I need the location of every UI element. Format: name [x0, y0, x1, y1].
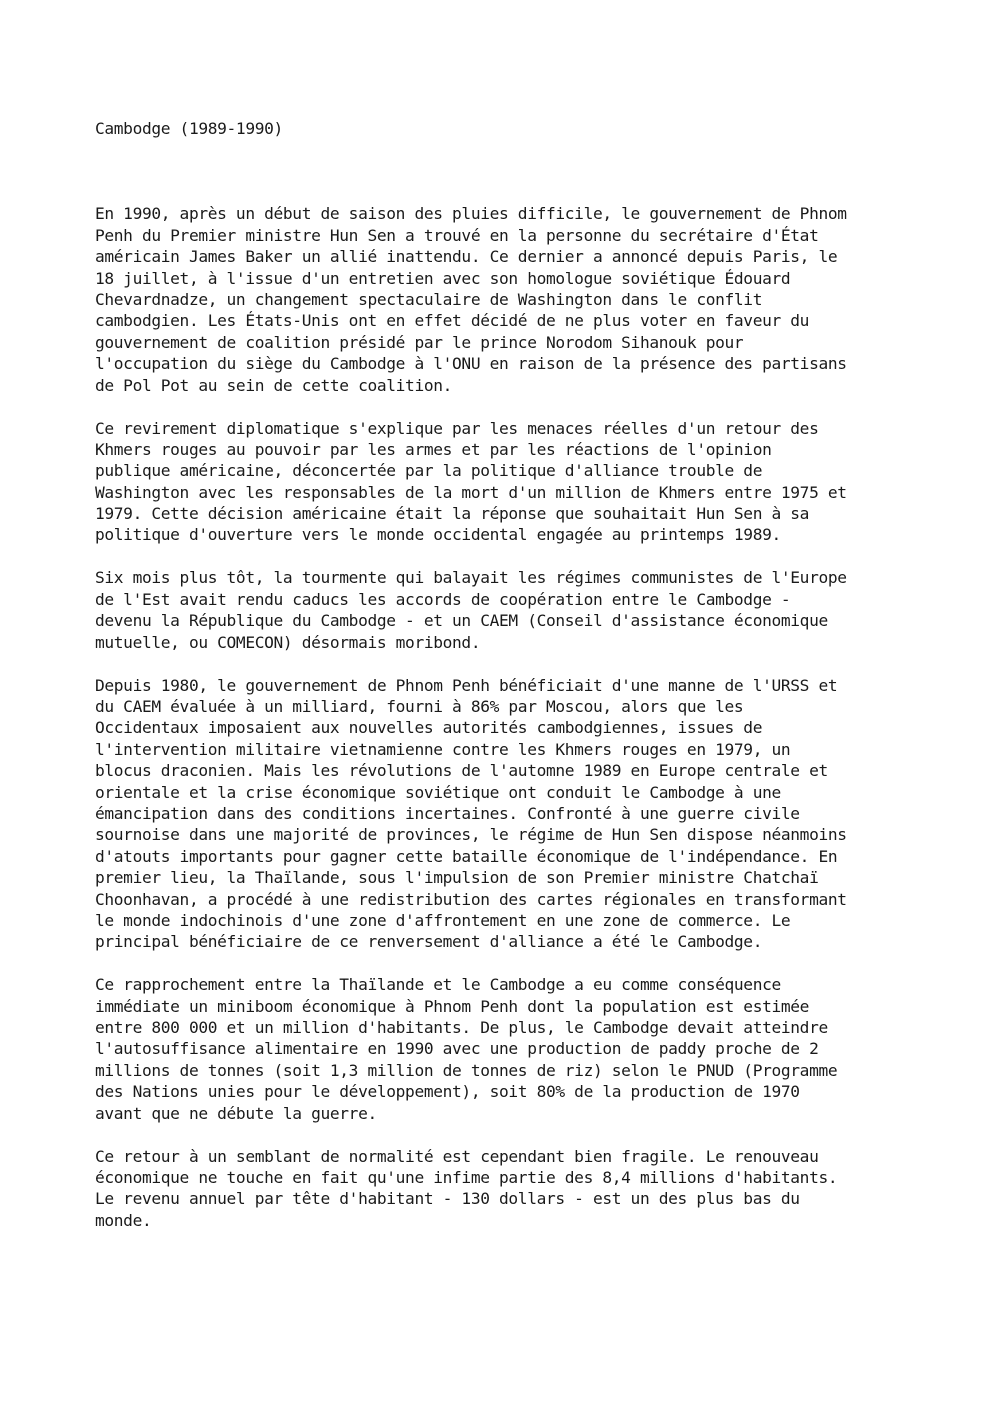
paragraph-line: Occidentaux imposaient aux nouvelles autorités cambodgiennes, issues de [95, 718, 763, 738]
paragraph-line: devenu la République du Cambodge - et un CAEM (Conseil d'assistance économique [95, 611, 828, 631]
paragraph [95, 675, 905, 953]
document-page [95, 118, 905, 1253]
paragraph-line: monde. [95, 1210, 152, 1230]
paragraph-line: mutuelle, ou COMECON) désormais moribond. [95, 632, 481, 652]
paragraph [95, 1146, 905, 1232]
paragraph-line: de Pol Pot au sein de cette coalition. [95, 375, 453, 395]
document-title: Cambodge (1989-1990) [95, 119, 283, 138]
paragraph-line: de l'Est avait rendu caducs les accords de coopération entre le Cambodge - [95, 589, 791, 609]
paragraph-line: Ce rapprochement entre la Thaïlande et le Cambodge a eu comme conséquence [95, 975, 781, 995]
paragraph-line: millions de tonnes (soit 1,3 million de tonnes de riz) selon le PNUD (Programme [95, 1060, 838, 1080]
paragraph-line: 18 juillet, à l'issue d'un entretien avec son homologue soviétique Édouard [95, 268, 791, 288]
paragraph-line: Six mois plus tôt, la tourmente qui balayait les régimes communistes de l'Europe [95, 568, 847, 588]
paragraph-line: Ce revirement diplomatique s'explique par les menaces réelles d'un retour des [95, 418, 819, 438]
paragraph [95, 567, 905, 653]
paragraph-line: Penh du Premier ministre Hun Sen a trouvé en la personne du secrétaire d'État [95, 225, 819, 245]
paragraph-line: des Nations unies pour le développement), soit 80% de la production de 1970 [95, 1082, 800, 1102]
paragraph-line: l'autosuffisance alimentaire en 1990 avec une production de paddy proche de 2 [95, 1039, 819, 1059]
paragraph-line: du CAEM évaluée à un milliard, fourni à 86% par Moscou, alors que les [95, 696, 744, 716]
paragraph-line: l'occupation du siège du Cambodge à l'ONU en raison de la présence des partisans [95, 354, 847, 374]
paragraph-line: blocus draconien. Mais les révolutions de l'automne 1989 en Europe centrale et [95, 761, 828, 781]
paragraph-line: 1979. Cette décision américaine était la réponse que souhaitait Hun Sen à sa [95, 504, 810, 524]
paragraph-line: publique américaine, déconcertée par la politique d'alliance trouble de [95, 461, 763, 481]
paragraph-line: sournoise dans une majorité de provinces, le régime de Hun Sen dispose néanmoins [95, 825, 847, 845]
paragraph [95, 203, 905, 396]
paragraph-line: Depuis 1980, le gouvernement de Phnom Penh bénéficiait d'une manne de l'URSS et [95, 675, 838, 695]
paragraph-line: émancipation dans des conditions incertaines. Confronté à une guerre civile [95, 803, 800, 823]
paragraph-line: immédiate un miniboom économique à Phnom Penh dont la population est estimée [95, 996, 810, 1016]
paragraph-line: gouvernement de coalition présidé par le prince Norodom Sihanouk pour [95, 332, 744, 352]
paragraph-line: Ce retour à un semblant de normalité est cependant bien fragile. Le renouveau [95, 1146, 819, 1166]
paragraph-line: Washington avec les responsables de la mort d'un million de Khmers entre 1975 et [95, 482, 847, 502]
paragraph-line: premier lieu, la Thaïlande, sous l'impulsion de son Premier ministre Chatchaï [95, 868, 819, 888]
paragraph-line: cambodgien. Les États-Unis ont en effet décidé de ne plus voter en faveur du [95, 311, 810, 331]
paragraph-line: d'atouts importants pour gagner cette bataille économique de l'indépendance. En [95, 846, 838, 866]
paragraph-line: le monde indochinois d'une zone d'affrontement en une zone de commerce. Le [95, 910, 791, 930]
paragraph-line: Choonhavan, a procédé à une redistribution des cartes régionales en transformant [95, 889, 847, 909]
paragraph-line: Chevardnadze, un changement spectaculaire de Washington dans le conflit [95, 289, 763, 309]
paragraph-line: économique ne touche en fait qu'une infime partie des 8,4 millions d'habitants. [95, 1167, 838, 1187]
paragraph-line: l'intervention militaire vietnamienne contre les Khmers rouges en 1979, un [95, 739, 791, 759]
paragraph-line: avant que ne débute la guerre. [95, 1103, 377, 1123]
document-body [95, 203, 905, 1231]
paragraph-line: Le revenu annuel par tête d'habitant - 130 dollars - est un des plus bas du [95, 1189, 800, 1209]
paragraph-line: Khmers rouges au pouvoir par les armes et par les réactions de l'opinion [95, 439, 772, 459]
paragraph-line: principal bénéficiaire de ce renversement d'alliance a été le Cambodge. [95, 932, 763, 952]
paragraph [95, 418, 905, 546]
paragraph-line: politique d'ouverture vers le monde occidental engagée au printemps 1989. [95, 525, 781, 545]
paragraph-line: entre 800 000 et un million d'habitants. De plus, le Cambodge devait atteindre [95, 1018, 828, 1038]
paragraph [95, 974, 905, 1124]
paragraph-line: orientale et la crise économique soviétique ont conduit le Cambodge à une [95, 782, 781, 802]
paragraph-line: américain James Baker un allié inattendu. Ce dernier a annoncé depuis Paris, le [95, 247, 838, 267]
paragraph-line: En 1990, après un début de saison des pluies difficile, le gouvernement de Phnom [95, 204, 847, 224]
